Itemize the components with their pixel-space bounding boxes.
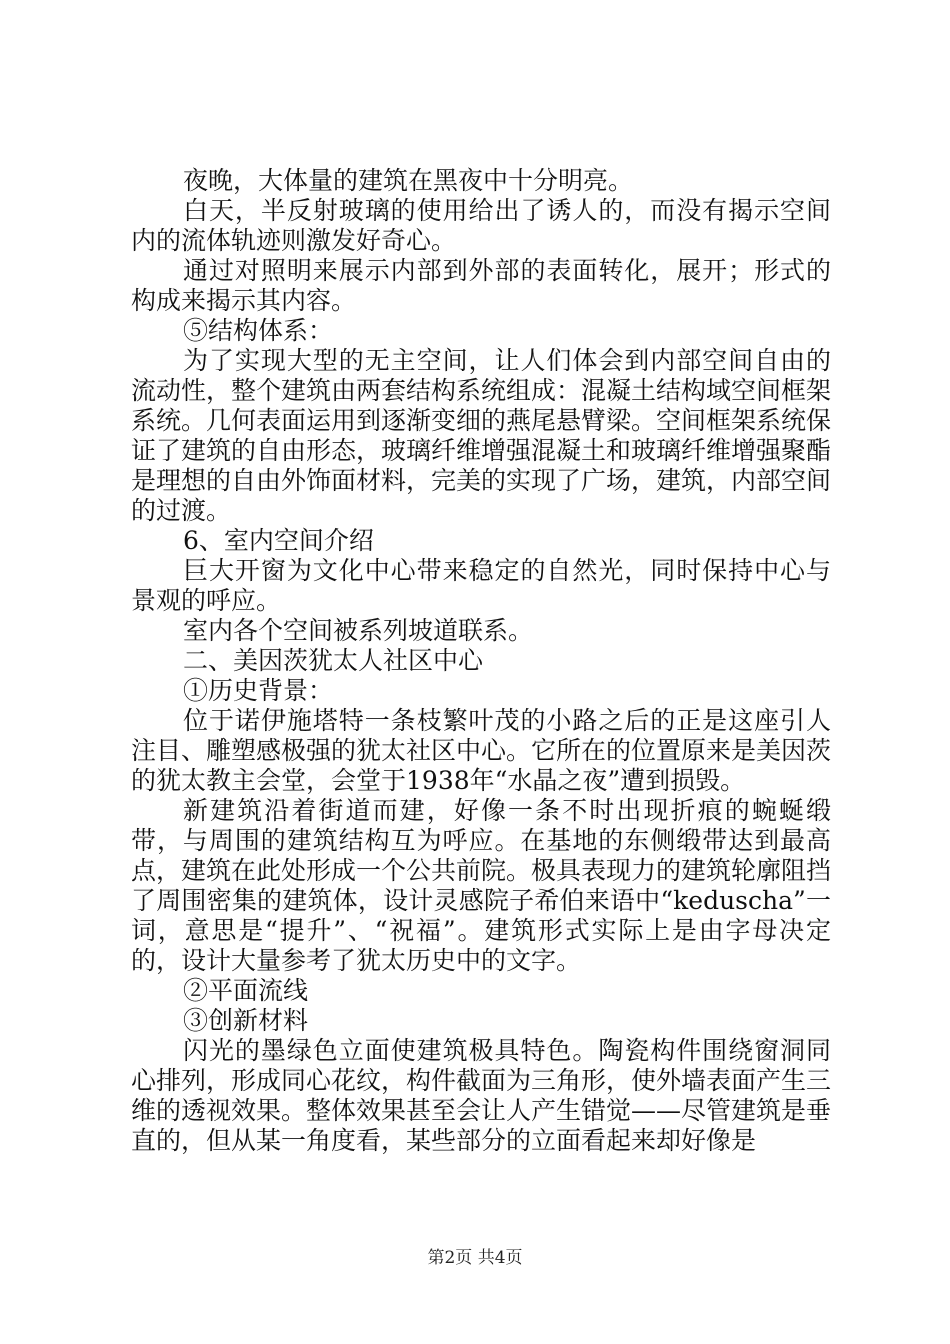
document-body	[131, 166, 831, 1156]
heading-materials: ③创新材料	[183, 1006, 309, 1035]
paragraph-structure: 为了实现大型的无主空间，让人们体会到内部空间自由的流动性，整个建筑由两套结构系统组成：混凝土结构域空间框架系统。几何表面运用到逐渐变细的燕尾悬臂梁。空间框架系统保证了建筑的自由形态，玻璃纤维增强混凝土和玻璃纤维增强聚酯是理想的自由外饰面材料，完美的实现了广场，建筑，内部空间的过渡。	[131, 346, 832, 525]
paragraph-new-building: 新建筑沿着街道而建，好像一条不时出现折痕的蜿蜒缎带，与周围的建筑结构互为呼应。在基地的东侧缎带达到最高点，建筑在此处形成一个公共前院。极具表现力的建筑轮廓阻挡了周围密集的建筑体，设计灵感院子希伯来语中“keduscha”一词，意思是“提升”、“祝福”。建筑形式实际上是由字母决定的，设计大量参考了犹太历史中的文字。	[131, 796, 832, 975]
paragraph-windows: 巨大开窗为文化中心带来稳定的自然光，同时保持中心与景观的呼应。	[131, 556, 831, 615]
paragraph-daytime-glass: 白天，半反射玻璃的使用给出了诱人的，而没有揭示空间内的流体轨迹则激发好奇心。	[131, 196, 831, 255]
paragraph-history: 位于诺伊施塔特一条枝繁叶茂的小路之后的正是这座引人注目、雕塑感极强的犹太社区中心。它所在的位置原来是美因茨的犹太教主会堂，会堂于1938年“水晶之夜”遭到损毁。	[131, 706, 832, 795]
paragraph-facade: 闪光的墨绿色立面使建筑极具特色。陶瓷构件围绕窗洞同心排列，形成同心花纹，构件截面为三角形，使外墙表面产生三维的透视效果。整体效果甚至会让人产生错觉——尽管建筑是垂直的，但从某一角度看，某些部分的立面看起来却好像是	[131, 1036, 832, 1155]
heading-structure-system: ⑤结构体系：	[183, 316, 334, 345]
heading-history: ①历史背景：	[183, 676, 334, 705]
heading-interior-space: 6、室内空间介绍	[183, 526, 374, 555]
paragraph-night: 夜晚，大体量的建筑在黑夜中十分明亮。	[183, 166, 634, 195]
heading-circulation: ②平面流线	[183, 976, 309, 1005]
paragraph-lighting: 通过对照明来展示内部到外部的表面转化，展开；形式的构成来揭示其内容。	[131, 256, 831, 315]
page-number-footer: 第2页 共4页	[427, 1248, 523, 1268]
paragraph-ramps: 室内各个空间被系列坡道联系。	[183, 616, 534, 645]
heading-mainz-center: 二、美因茨犹太人社区中心	[183, 646, 484, 675]
